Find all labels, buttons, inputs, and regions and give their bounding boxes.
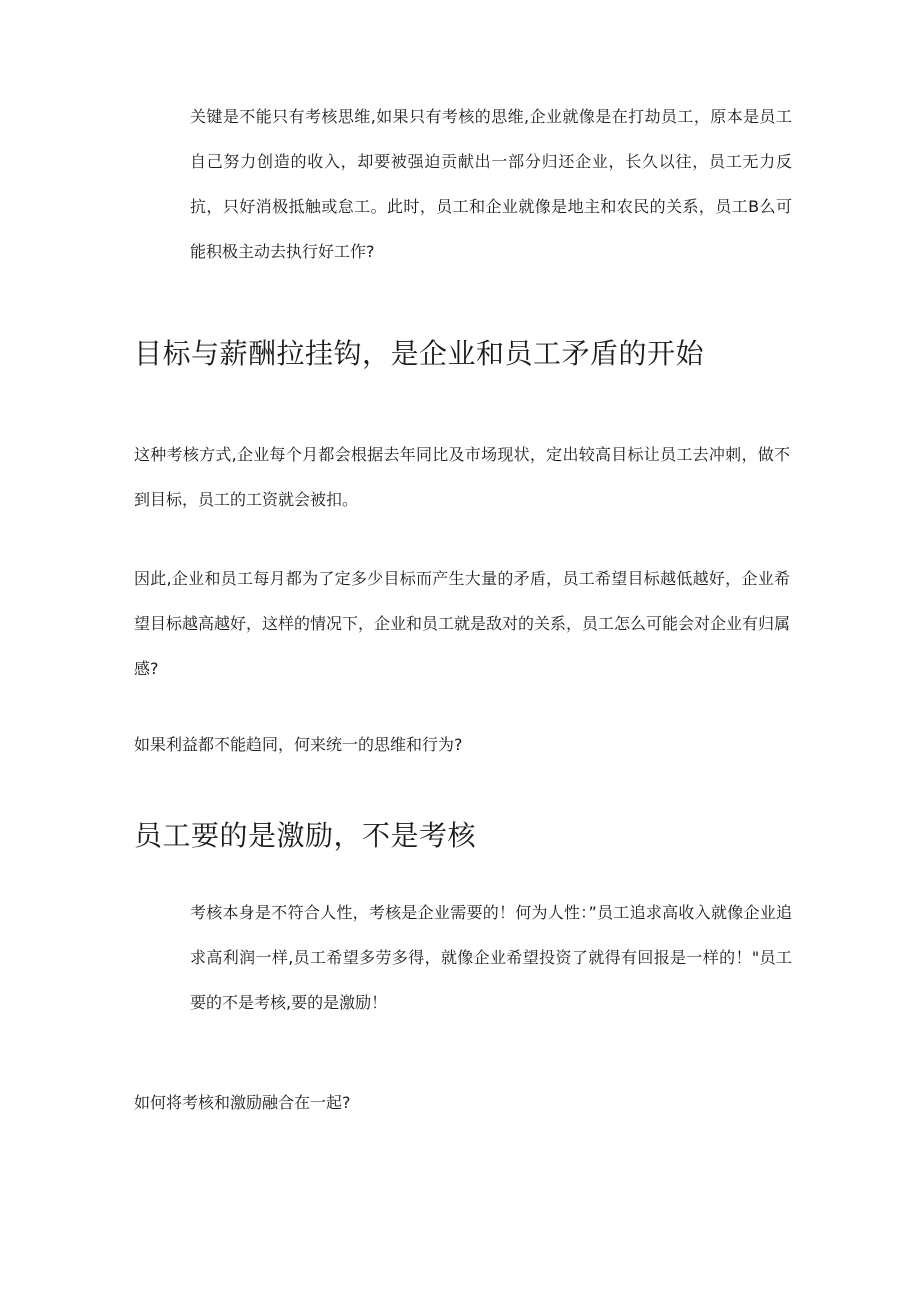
paragraph-assessment-method: 这种考核方式,企业每个月都会根据去年同比及市场现状，定出较高目标让员工去冲刺，做不到目标，员工的工资就会被扣。 <box>134 445 790 509</box>
section-heading-incentive: 员工要的是激励，不是考核 <box>134 819 477 852</box>
paragraph-question-interests: 如果利益都不能趋同，何来统一的思维和行为? <box>134 735 463 754</box>
paragraph-conflict: 因此,企业和员工每月都为了定多少目标而产生大量的矛盾，员工希望目标越低越好，企业希望目标越高越好，这样的情况下，企业和员工就是敌对的关系，员工怎么可能会对企业有归属感? <box>134 569 791 678</box>
intro-quote-paragraph: 关键是不能只有考核思维,如果只有考核的思维,企业就像是在打劫员工，原本是员工自己努力创造的收入，却要被强迫贡献出一部分归还企业，长久以往，员工无力反抗，只好消极抵触或怠工。此时，员工和企业就像是地主和农民的关系，员工B么可能积极主动去执行好工作? <box>190 107 792 261</box>
incentive-quote-paragraph: 考核本身是不符合人性，考核是企业需要的！何为人性：”员工追求高收入就像企业追求高利润一样,员工希望多劳多得，就像企业希望投资了就得有回报是一样的！"员工要的不是考核,要的是激励！ <box>190 903 792 1012</box>
section-heading-targets-salary: 目标与薪酬拉挂钩，是企业和员工矛盾的开始 <box>134 337 705 370</box>
paragraph-question-merge: 如何将考核和激励融合在一起? <box>134 1093 351 1112</box>
